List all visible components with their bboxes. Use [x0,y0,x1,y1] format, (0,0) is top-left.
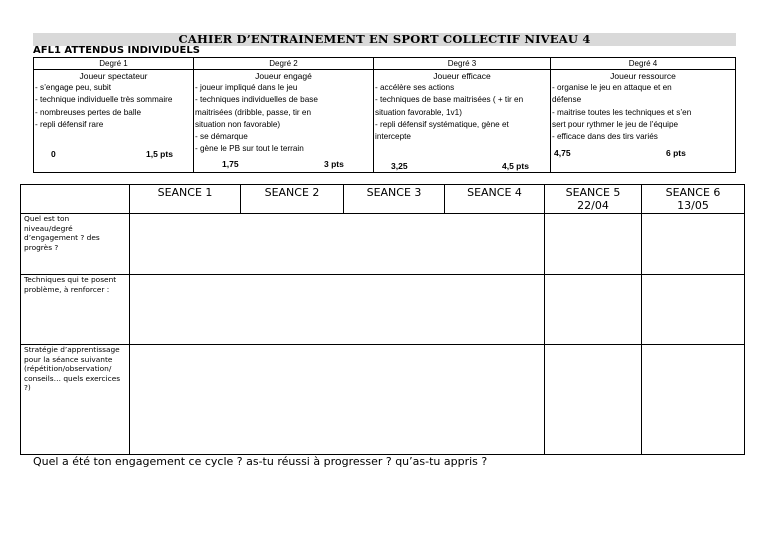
degree-criterion: - repli défensif rare [35,119,104,129]
row-label-strategy: Stratégie d’apprentissage pour la séance suivante (répétition/observation/ conseils… quels exercices ?) [24,345,121,392]
degree-criterion: - se démarque [195,132,248,142]
entry-cell-techniques-s5[interactable] [545,275,641,344]
degree-column [551,58,735,172]
session-label: SEANCE 1 [157,186,213,199]
session-label: SEANCE 3 [366,186,422,199]
degree-criterion: sert pour rythmer le jeu de l’équipe [552,119,679,129]
reflection-question: Quel a été ton engagement ce cycle ? as-tu réussi à progresser ? qu’as-tu appris ? [33,455,488,468]
degree-label: Degré 3 [374,58,550,70]
session-label: SEANCE 4 [467,186,522,199]
entry-cell-techniques-s6[interactable] [642,275,744,344]
session-header [241,185,343,199]
entry-cell-strategy-s1-4[interactable] [130,345,544,454]
session-date: 13/05 [677,199,709,212]
section-subtitle: AFL1 ATTENDUS INDIVIDUELS [33,45,200,56]
degree-criterion: - s’engage peu, subit [35,83,112,92]
entry-cell-engagement-s6[interactable] [642,214,744,274]
degree-criterion: - efficace dans des tirs variés [552,132,658,142]
degree-column [374,58,551,172]
entry-cell-techniques-s1-4[interactable] [130,275,544,344]
degree-criterion: situation non favorable) [195,119,281,129]
degree-role: Joueur ressource [610,71,676,81]
degree-column [34,58,194,172]
degree-criterion: intercepte [375,132,411,142]
entry-cell-strategy-s5[interactable] [545,345,641,454]
degree-criterion: - nombreuses pertes de balle [35,107,142,117]
degree-criterion: - technique individuelle très sommaire [35,95,173,105]
degree-criterion: - techniques de base maitrisées ( + tir en [375,95,524,105]
degree-criterion: - maitrise toutes les techniques et s’en [552,107,692,117]
degree-criterion: - techniques individuelles de base [195,95,318,105]
degree-criterion: - gène le PB sur tout le terrain [195,144,304,154]
degree-points-min: 4,75 [554,148,571,158]
session-date: 22/04 [577,199,609,212]
row-label-techniques: Techniques qui te posent problème, à renforcer : [24,275,117,294]
degree-points-max: 4,5 pts [502,161,529,171]
degree-points-min: 1,75 [222,159,239,169]
degree-criterion: - organise le jeu en attaque et en [552,83,672,92]
degree-criterion: - joueur impliqué dans le jeu [195,83,298,92]
session-label: SEANCE 5 [565,186,621,199]
degree-column [194,58,374,172]
degree-criterion: situation favorable, 1v1) [375,107,462,117]
session-header [642,185,744,212]
page-title: CAHIER D’ENTRAINEMENT EN SPORT COLLECTIF NIVEAU 4 [178,32,591,46]
degree-label: Degré 2 [194,58,373,70]
degree-points-max: 1,5 pts [146,149,173,159]
entry-cell-engagement-s1-4[interactable] [130,214,544,274]
degree-criterion: - accélère ses actions [375,83,455,92]
session-header [445,185,544,199]
session-header [545,185,641,212]
degree-label: Degré 1 [34,58,193,70]
degree-role: Joueur engagé [255,71,312,81]
degree-points-max: 6 pts [666,148,686,158]
session-header [344,185,444,199]
session-grid [20,184,745,455]
degree-role: Joueur spectateur [79,71,148,81]
session-label: SEANCE 2 [264,186,320,199]
entry-cell-strategy-s6[interactable] [642,345,744,454]
degree-points-min: 3,25 [391,161,408,171]
session-header [130,185,240,199]
degree-points-min: 0 [51,149,56,159]
degree-criterion: maitrisées (dribble, passe, tir en [195,107,312,117]
entry-cell-engagement-s5[interactable] [545,214,641,274]
degree-points-max: 3 pts [324,159,344,169]
row-label-engagement: Quel est ton niveau/degré d’engagement ? des progrès ? [24,214,100,252]
degree-criterion: défense [552,95,582,105]
degree-criterion: - repli défensif systématique, gène et [375,119,509,129]
degree-role: Joueur efficace [433,71,491,81]
session-label: SEANCE 6 [665,186,721,199]
degrees-table [33,57,736,173]
degree-label: Degré 4 [551,58,735,70]
